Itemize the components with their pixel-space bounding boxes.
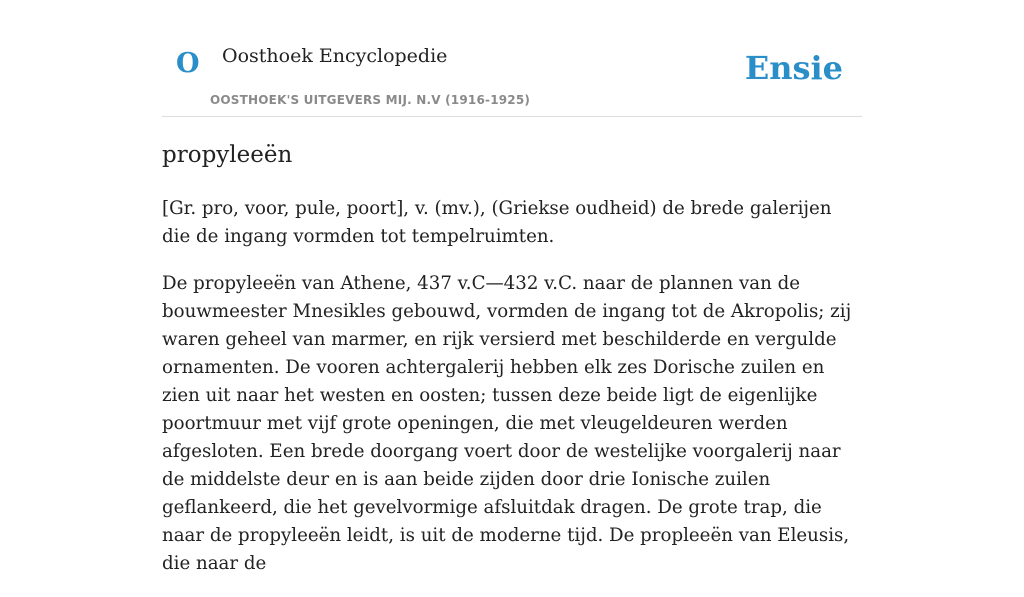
- entry-title: propyleeën: [162, 142, 293, 168]
- ensie-logo-link[interactable]: Ensie: [744, 49, 843, 87]
- source-header: [162, 0, 862, 117]
- entry-paragraph: [Gr. pro, voor, pule, poort], v. (mv.), (Griekse oudheid) de brede galerijen die de ingang vormden tot tempelruimten.: [162, 198, 832, 247]
- source-logo[interactable]: O: [176, 48, 200, 79]
- source-publisher: OOSTHOEK'S UITGEVERS MIJ. N.V (1916-1925): [210, 93, 531, 107]
- entry-content: [162, 138, 864, 597]
- source-title-link[interactable]: Oosthoek Encyclopedie: [222, 45, 448, 67]
- entry-paragraph: De propyleeën van Athene, 437 v.C—432 v.C. naar de plannen van de bouwmeester Mnesikles gebouwd, vormden de ingang tot de Akropolis; zij waren geheel van marmer, en rijk versierd met beschilderde en vergulde ornamenten. De vooren achtergalerij hebben elk zes Dorische zuilen en zien uit naar het westen en oosten; tussen deze beide ligt de eigenlijke poortmuur met vijf grote openingen, die met vleugeldeuren werden afgesloten. Een brede doorgang voert door de westelijke voorgalerij naar de middelste deur en is aan beide zijden door drie Ionische zuilen geflankeerd, die het gevelvormige afsluitdak dragen. De grote trap, die naar de propyleeën leidt, is uit de moderne tijd. De propleeën van Eleusis, die naar de: [162, 273, 852, 574]
